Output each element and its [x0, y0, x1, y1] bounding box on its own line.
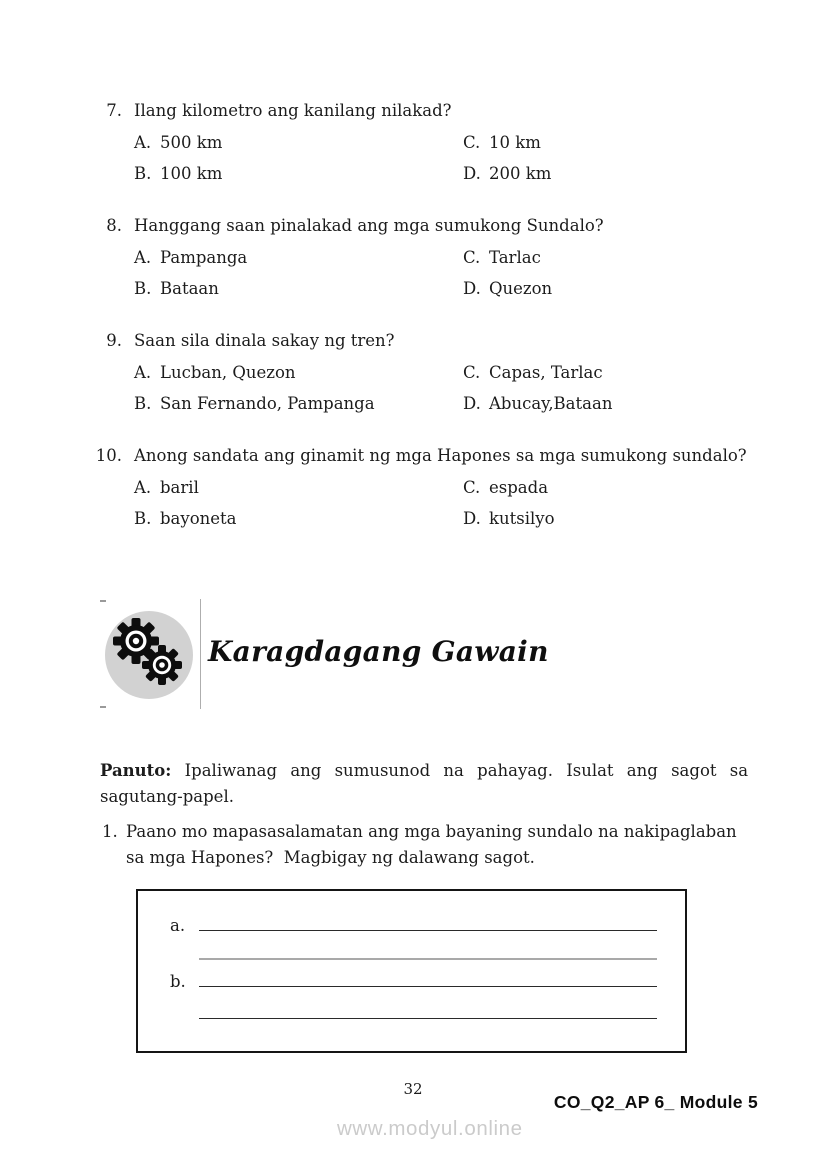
option-text: 500 km — [160, 133, 223, 152]
option-text: baril — [160, 478, 199, 497]
option-c — [463, 478, 802, 498]
question-number: 8. — [106, 216, 122, 235]
answer-box — [136, 889, 687, 1053]
question-title: Anong sandata ang ginamit ng mga Hapones sa mga sumukong sundalo? — [134, 446, 747, 465]
item-number: 1. — [102, 822, 118, 841]
question-title: Hanggang saan pinalakad ang mga sumukong Sundalo? — [134, 216, 604, 235]
table-corner-mark — [100, 600, 106, 602]
option-text: Abucay,Bataan — [489, 394, 613, 413]
module-label: CO_Q2_AP 6_ Module 5 — [553, 1092, 758, 1112]
option-text: 10 km — [489, 133, 541, 152]
option-text: espada — [489, 478, 549, 497]
option-text: San Fernando, Pampanga — [160, 394, 375, 413]
option-c — [463, 363, 802, 383]
question-text-row — [92, 101, 802, 121]
question-7 — [92, 101, 802, 184]
answer-label-a: a. — [170, 916, 186, 935]
option-text: 100 km — [160, 164, 223, 183]
option-letter: A. — [134, 363, 152, 382]
options-grid — [134, 363, 802, 414]
question-text-row — [92, 331, 802, 351]
option-text: Quezon — [489, 279, 553, 298]
option-b — [134, 164, 463, 184]
option-letter: D. — [463, 279, 481, 298]
option-text: Bataan — [160, 279, 219, 298]
answer-row-a — [170, 914, 657, 935]
option-d — [463, 279, 802, 299]
option-letter: A. — [134, 478, 152, 497]
option-letter: A. — [134, 248, 152, 267]
question-number: 10. — [95, 446, 122, 465]
option-text: Pampanga — [160, 248, 248, 267]
question-title: Saan sila dinala sakay ng tren? — [134, 331, 395, 350]
option-c — [463, 133, 802, 153]
section-title: Karagdagang Gawain — [208, 635, 549, 668]
option-letter: C. — [463, 133, 481, 152]
option-b — [134, 279, 463, 299]
gears-icon — [105, 611, 193, 699]
option-letter: B. — [134, 394, 152, 413]
option-c — [463, 248, 802, 268]
option-text: 200 km — [489, 164, 552, 183]
option-letter: D. — [463, 509, 481, 528]
option-letter: B. — [134, 164, 152, 183]
answer-blank-line — [199, 970, 657, 987]
question-10 — [92, 446, 802, 529]
instructions-line2: sagutang-papel. — [100, 787, 234, 806]
option-text: Capas, Tarlac — [489, 363, 603, 382]
option-letter: C. — [463, 478, 481, 497]
page-number: 32 — [403, 1080, 423, 1098]
item-text: Paano mo mapasasalamatan ang mga bayaning sundalo na nakipaglaban sa mga Hapones? Magbigay ng dalawang sagot. — [126, 822, 737, 867]
watermark: www.modyul.online — [337, 1117, 523, 1140]
instructions-label: Panuto: — [100, 761, 172, 780]
option-a — [134, 248, 463, 268]
option-letter: B. — [134, 509, 152, 528]
option-text: Tarlac — [489, 248, 541, 267]
question-title: Ilang kilometro ang kanilang nilakad? — [134, 101, 452, 120]
option-a — [134, 363, 463, 383]
answer-label-b: b. — [170, 972, 186, 991]
question-text-row — [92, 446, 802, 466]
option-letter: A. — [134, 133, 152, 152]
options-grid — [134, 133, 802, 184]
activity-item-1 — [102, 819, 792, 871]
option-d — [463, 509, 802, 529]
section-icon-circle — [105, 611, 193, 699]
question-number: 9. — [106, 331, 122, 350]
question-8 — [92, 216, 802, 299]
options-grid — [134, 248, 802, 299]
question-9 — [92, 331, 802, 414]
option-letter: C. — [463, 363, 481, 382]
option-a — [134, 133, 463, 153]
instructions — [100, 758, 749, 810]
question-number: 7. — [106, 101, 122, 120]
option-text: kutsilyo — [489, 509, 555, 528]
option-letter: B. — [134, 279, 152, 298]
option-d — [463, 164, 802, 184]
option-letter: D. — [463, 164, 481, 183]
answer-blank-line — [199, 1018, 657, 1019]
table-corner-mark — [100, 706, 106, 708]
option-d — [463, 394, 802, 414]
answer-blank-line — [199, 914, 657, 931]
answer-blank-line-gray — [199, 958, 657, 960]
instructions-line1: Panuto: Ipaliwanag ang sumusunod na pahayag. Isulat ang sagot sa — [100, 761, 749, 780]
option-letter: D. — [463, 394, 481, 413]
option-b — [134, 509, 463, 529]
option-text: Lucban, Quezon — [160, 363, 296, 382]
header-divider — [200, 599, 201, 709]
question-text-row — [92, 216, 802, 236]
option-text: bayoneta — [160, 509, 237, 528]
options-grid — [134, 478, 802, 529]
answer-row-b — [170, 970, 657, 991]
option-letter: C. — [463, 248, 481, 267]
option-a — [134, 478, 463, 498]
option-b — [134, 394, 463, 414]
